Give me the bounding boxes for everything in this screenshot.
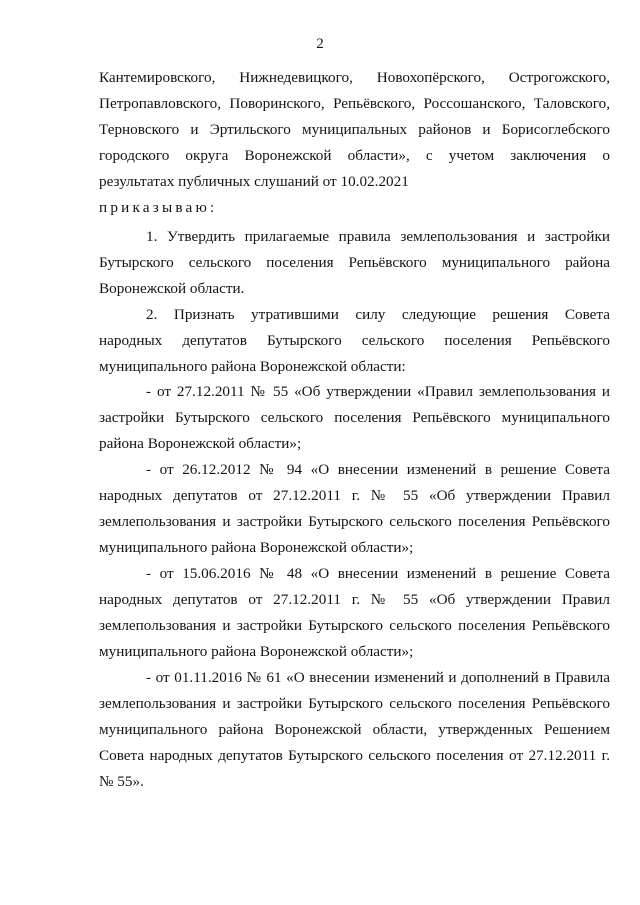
text-line: землепользования и застройки Бутырского сельского поселения Репьёвского	[99, 513, 610, 530]
text-line: Совета народных депутатов Бутырского сельского поселения от 27.12.2011 г.	[99, 747, 610, 764]
text-line: народных депутатов от 27.12.2011 г. № 55 «Об утверждении Правил	[99, 591, 610, 608]
text-line: - от 15.06.2016 № 48 «О внесении изменений в решение Совета	[146, 565, 610, 582]
text-line: Воронежской области.	[99, 280, 245, 297]
text-line: муниципального района Воронежской области:	[99, 358, 406, 375]
text-line: результатах публичных слушаний от 10.02.2021	[99, 173, 409, 190]
text-line: 1. Утвердить прилагаемые правила землепользования и застройки	[146, 228, 610, 245]
page-number: 2	[316, 36, 324, 52]
text-line: Кантемировского, Нижнедевицкого, Новохопёрского, Острогожского,	[99, 69, 610, 86]
text-line: народных депутатов Бутырского сельского поселения Репьёвского	[99, 332, 610, 349]
text-line: 2. Признать утратившими силу следующие решения Совета	[146, 306, 610, 323]
text-line: района Воронежской области»;	[99, 435, 302, 452]
text-line: муниципального района Воронежской области»;	[99, 539, 414, 556]
text-line: Терновского и Эртильского муниципальных районов и Борисоглебского	[99, 121, 610, 138]
text-line: землепользования и застройки Бутырского сельского поселения Репьёвского	[99, 695, 610, 712]
text-line: приказываю:	[99, 199, 218, 216]
text-line: застройки Бутырского сельского поселения Репьёвского муниципального	[99, 409, 610, 426]
text-line: - от 01.11.2016 № 61 «О внесении изменений и дополнений в Правила	[146, 669, 610, 686]
text-line: муниципального района Воронежской области»;	[99, 643, 414, 660]
text-line: Петропавловского, Поворинского, Репьёвского, Россошанского, Таловского,	[99, 95, 610, 112]
text-line: Бутырского сельского поселения Репьёвского муниципального района	[99, 254, 610, 271]
text-line: городского округа Воронежской области», с учетом заключения о	[99, 147, 610, 164]
text-line: № 55».	[99, 773, 144, 790]
text-line: народных депутатов от 27.12.2011 г. № 55 «Об утверждении Правил	[99, 487, 610, 504]
text-line: землепользования и застройки Бутырского сельского поселения Репьёвского	[99, 617, 610, 634]
text-line: муниципального района Воронежской области, утвержденных Решением	[99, 721, 610, 738]
text-line: - от 26.12.2012 № 94 «О внесении изменений в решение Совета	[146, 461, 610, 478]
text-line: - от 27.12.2011 № 55 «Об утверждении «Правил землепользования и	[146, 383, 610, 400]
